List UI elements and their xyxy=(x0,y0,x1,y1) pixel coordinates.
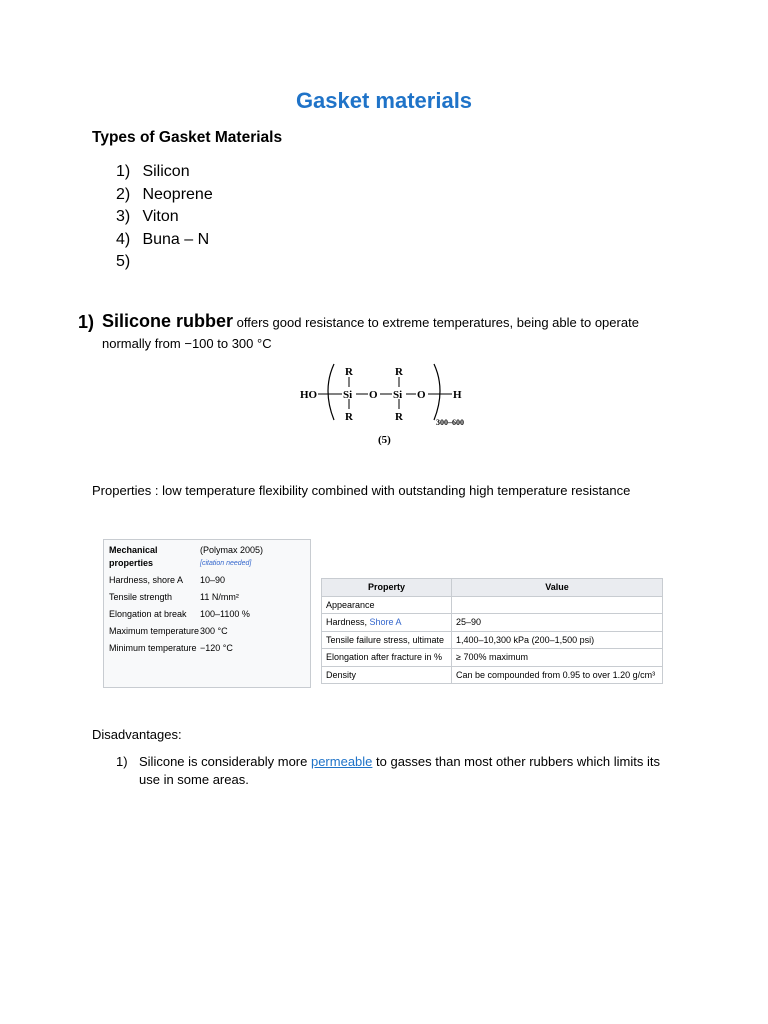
section-number: 1) xyxy=(78,312,95,332)
column-header: Property xyxy=(322,579,452,597)
mech-value: 300 °C xyxy=(200,626,228,636)
formula-r: R xyxy=(345,366,353,378)
list-label: Viton xyxy=(142,208,179,225)
mech-value: −120 °C xyxy=(200,643,233,653)
property-key: Appearance xyxy=(322,596,452,614)
property-value: Can be compounded from 0.95 to over 1.20 g/cm³ xyxy=(452,666,663,684)
section-text-2: normally from −100 to 300 °C xyxy=(102,336,272,351)
properties-line: Properties : low temperature flexibility combined with outstanding high temperature resistance xyxy=(92,483,631,498)
formula-r: R xyxy=(345,411,353,423)
types-heading: Types of Gasket Materials xyxy=(92,129,283,146)
list-item-text xyxy=(139,753,664,789)
mech-value: 11 N/mm² xyxy=(200,592,239,602)
list-item xyxy=(116,161,213,184)
property-key: Density xyxy=(322,666,452,684)
page-title: Gasket materials xyxy=(295,88,473,113)
chemical-structure-formula xyxy=(296,358,472,450)
mech-header-key: Mechanical properties xyxy=(109,545,158,568)
property-value-table xyxy=(321,578,663,684)
disadvantages-list-item xyxy=(116,753,664,789)
list-label: Buna – N xyxy=(142,230,210,248)
table-row xyxy=(109,544,263,574)
formula-number: (5) xyxy=(378,434,391,446)
list-number: 2) xyxy=(116,185,131,203)
left-bracket xyxy=(328,364,334,420)
property-value: 25–90 xyxy=(452,614,663,632)
formula-si: Si xyxy=(393,389,403,401)
mech-value: 100–1100 % xyxy=(200,609,250,619)
list-number: 5) xyxy=(116,253,131,270)
property-key-cell xyxy=(322,614,452,632)
mech-header-value-cell xyxy=(200,544,263,574)
property-key: Tensile failure stress, ultimate xyxy=(322,631,452,649)
formula-h: H xyxy=(453,389,462,401)
item-text-pre: Silicone is considerably more xyxy=(139,754,311,769)
list-number: 4) xyxy=(116,230,131,248)
table-header-row xyxy=(322,579,663,597)
table-row xyxy=(109,591,263,608)
mech-key: Maximum temperature xyxy=(109,626,200,636)
table-row xyxy=(109,625,263,642)
property-value xyxy=(452,596,663,614)
property-key: Hardness, xyxy=(326,617,370,628)
formula-r: R xyxy=(395,366,403,378)
citation-needed-link[interactable]: [citation needed] xyxy=(200,560,252,567)
table-row xyxy=(109,642,263,659)
table-row xyxy=(109,608,263,625)
table-row xyxy=(322,649,663,667)
types-list xyxy=(116,161,213,274)
mech-key: Minimum temperature xyxy=(109,643,197,653)
table-row xyxy=(322,666,663,684)
property-value: 1,400–10,300 kPa (200–1,500 psi) xyxy=(452,631,663,649)
table-row xyxy=(322,631,663,649)
table-row xyxy=(322,596,663,614)
list-item xyxy=(116,251,213,274)
item-text-post: to gasses than most other rubbers which limits its use in some areas. xyxy=(139,754,660,787)
mech-header-value: (Polymax 2005) xyxy=(200,545,264,555)
right-bracket xyxy=(434,364,440,420)
table-row xyxy=(109,574,263,591)
mechanical-properties-table xyxy=(109,544,263,659)
formula-o: O xyxy=(417,389,426,401)
list-number: 1) xyxy=(116,163,131,180)
formula-r: R xyxy=(395,411,403,423)
list-number: 1) xyxy=(116,754,128,769)
permeable-link[interactable]: permeable xyxy=(310,754,373,769)
mech-key: Elongation at break xyxy=(109,609,187,619)
list-item xyxy=(116,229,213,252)
formula-o: O xyxy=(369,389,378,401)
section-heading: Silicone rubber xyxy=(102,311,234,331)
formula-si: Si xyxy=(343,389,353,401)
table-row xyxy=(322,614,663,632)
section-line-1 xyxy=(102,311,662,332)
column-header: Value xyxy=(452,579,663,597)
list-item xyxy=(116,184,213,207)
shore-a-link[interactable]: Shore A xyxy=(369,617,402,628)
property-key: Elongation after fracture in % xyxy=(322,649,452,667)
list-item xyxy=(116,206,213,229)
list-label: Neoprene xyxy=(142,185,213,203)
formula-subscript: 300–600 xyxy=(436,418,464,427)
mech-key: Hardness, shore A xyxy=(109,575,184,585)
list-number: 3) xyxy=(116,208,131,225)
property-value: ≥ 700% maximum xyxy=(452,649,663,667)
list-label: Silicon xyxy=(142,163,190,180)
formula-ho: HO xyxy=(300,389,318,401)
mechanical-properties-box xyxy=(103,539,311,688)
mech-key: Tensile strength xyxy=(109,592,173,602)
disadvantages-heading: Disadvantages: xyxy=(92,727,182,742)
section-text-1: offers good resistance to extreme temperatures, being able to operate xyxy=(233,315,639,330)
mech-value: 10–90 xyxy=(200,575,226,585)
